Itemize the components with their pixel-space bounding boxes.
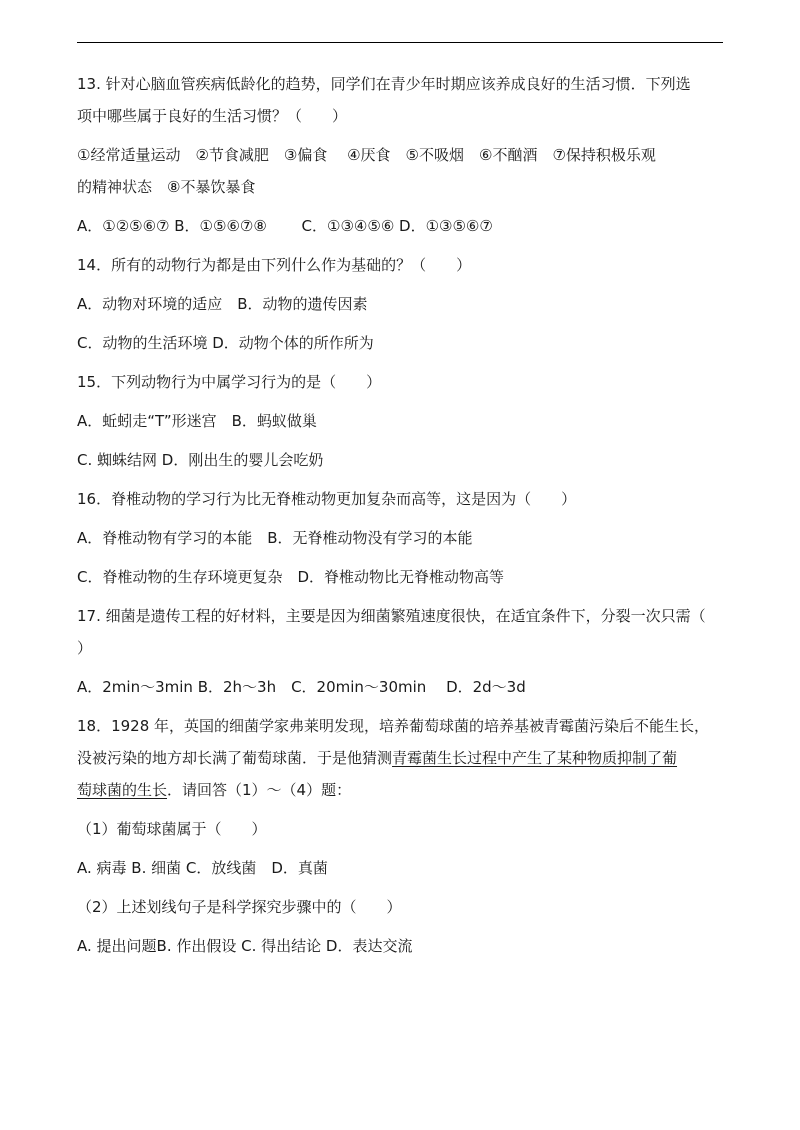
q17-stem-line2: ） [77, 639, 93, 657]
q13-stem-line1: 13. 针对心脑血管疾病低龄化的趋势，同学们在青少年时期应该养成良好的生活习惯．下列选 [77, 75, 691, 93]
q13-items-line2: 的精神状态 ⑧不暴饮暴食 [77, 178, 256, 196]
q18-stem-line2 [77, 748, 727, 768]
q18-sub1-stem: （1）葡萄球菌属于（ ） [77, 820, 267, 838]
exam-page-content [77, 74, 727, 975]
q18-sub2-stem: （2）上述划线句子是科学探究步骤中的（ ） [77, 898, 402, 916]
q18-stem-line2-plain: 没被污染的地方却长满了葡萄球菌．于是他猜测 [77, 749, 393, 767]
q16-stem: 16．脊椎动物的学习行为比无脊椎动物更加复杂而高等，这是因为（ ） [77, 490, 577, 508]
q16-options-line2: C．脊椎动物的生存环境更复杂 D．脊椎动物比无脊椎动物高等 [77, 568, 505, 586]
q17-options: A．2min～3min B．2h～3h C．20min～30min D．2d～3d [77, 678, 526, 696]
q13-items-line1: ①经常适量运动 ②节食减肥 ③偏食 ④厌食 ⑤不吸烟 ⑥不酗酒 ⑦保持积极乐观 [77, 146, 656, 164]
q16-options-line1: A．脊椎动物有学习的本能 B．无脊椎动物没有学习的本能 [77, 529, 473, 547]
q15-options-line1: A．蚯蚓走“T”形迷宫 B．蚂蚁做巢 [77, 412, 317, 430]
q14-options-line2: C．动物的生活环境 D．动物个体的所作所为 [77, 334, 374, 352]
q14-options-line1: A．动物对环境的适应 B．动物的遗传因素 [77, 295, 368, 313]
q18-stem-line3 [77, 780, 727, 800]
q18-sub1-options: A. 病毒 B. 细菌 C．放线菌 D．真菌 [77, 859, 328, 877]
q13-stem-line2: 项中哪些属于良好的生活习惯？（ ） [77, 107, 348, 125]
q14-stem: 14．所有的动物行为都是由下列什么作为基础的？（ ） [77, 256, 472, 274]
q18-stem-line3-plain: ．请回答（1）～（4）题： [167, 781, 352, 799]
q18-stem-line1: 18．1928 年，英国的细菌学家弗莱明发现，培养葡萄球菌的培养基被青霉菌污染后不能生长， [77, 717, 710, 735]
q18-hypothesis-underline-part2: 萄球菌的生长 [77, 781, 168, 799]
header-rule [77, 42, 723, 43]
q18-hypothesis-underline-part1: 青霉菌生长过程中产生了某种物质抑制了葡 [392, 749, 678, 767]
q15-options-line2: C. 蜘蛛结网 D．刚出生的婴儿会吃奶 [77, 451, 324, 469]
q18-sub2-options: A. 提出问题B. 作出假设 C. 得出结论 D．表达交流 [77, 937, 413, 955]
q13-options: A．①②⑤⑥⑦ B．①⑤⑥⑦⑧ C．①③④⑤⑥ D．①③⑤⑥⑦ [77, 217, 493, 235]
q15-stem: 15．下列动物行为中属学习行为的是（ ） [77, 373, 382, 391]
q17-stem-line1: 17. 细菌是遗传工程的好材料，主要是因为细菌繁殖速度很快，在适宜条件下，分裂一次只需（ [77, 607, 706, 625]
